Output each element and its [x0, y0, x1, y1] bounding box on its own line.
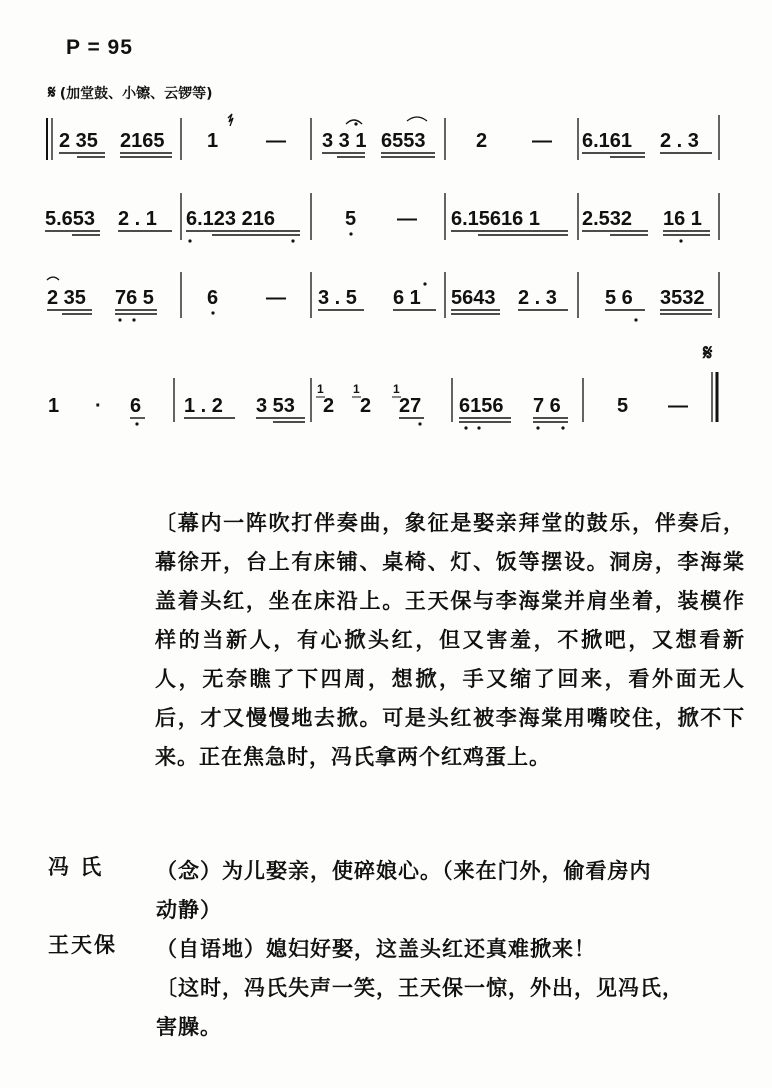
note: 2 [476, 130, 488, 152]
note-group: 3 . 5 [318, 287, 357, 309]
note-group: 6553 [381, 130, 426, 152]
dialogue-line: 〔这时，冯氏失声一笑，王天保一惊，外出，见冯氏， [156, 975, 684, 1000]
note-group: 16 1 [663, 208, 702, 230]
note-group: 5 6 [605, 287, 633, 309]
note-group: 2 35 [47, 287, 86, 309]
score-row-1 [47, 114, 719, 160]
note-group: 3 3 1 [322, 130, 367, 152]
note-group: 6.123 216 [186, 208, 275, 230]
dash: — [266, 287, 286, 309]
speaker-name: 冯 氏 [48, 854, 104, 879]
dialogue-feng [48, 851, 748, 929]
note-group: 2165 [120, 130, 165, 152]
tempo-marking: P = 95 [66, 36, 133, 59]
note-group: 2 . 1 [118, 208, 157, 230]
score-row-4 [48, 340, 717, 430]
note: 1 [207, 130, 219, 152]
note-group: 6.161 [582, 130, 633, 152]
dialogue-line: 害臊。 [156, 1014, 222, 1039]
dash: — [397, 208, 417, 230]
stage-direction-text: 〔幕内一阵吹打伴奏曲，象征是娶亲拜堂的鼓乐，伴奏后，幕徐开，台上有床铺、桌椅、灯、饭等摆设。洞房，李海棠盖着头红，坐在床沿上。王天保与李海棠并肩坐着，装模作样的当新人，有心掀头红，但又害羞，不掀吧，又想看新人，无奈瞧了下四周，想掀，手又缩了回来，看外面无人后，才又慢慢地去掀。可是头红被李海棠用嘴咬住，掀不下来。正在焦急时，冯氏拿两个红鸡蛋上。 [155, 510, 745, 769]
note-group: 6156 [459, 395, 504, 417]
note-group: 2.532 [582, 208, 633, 230]
note: 2 [323, 395, 335, 417]
note-group: 27 [399, 395, 422, 417]
note: 6 [207, 287, 219, 309]
dialogue-line: （自语地）媳妇好娶，这盖头红还真难掀来！ [156, 936, 596, 961]
score-row-2 [45, 193, 719, 243]
note-group: 1 . 2 [184, 395, 223, 417]
note-group: 5.653 [45, 208, 96, 230]
note: 5 [617, 395, 629, 417]
dash: — [532, 130, 552, 152]
grace-note: 1 [353, 382, 360, 396]
grace-note: 1 [393, 382, 400, 396]
jianpu-score [0, 0, 772, 440]
note-group: 3 53 [256, 395, 295, 417]
dot: · [95, 395, 102, 417]
dialogue-line: 动静） [156, 897, 222, 922]
dialogue-line: （念）为儿娶亲，使碎娘心。（来在门外，偷看房内 [156, 858, 652, 883]
note-group: 5643 [451, 287, 496, 309]
score-row-3 [47, 272, 719, 322]
note-group: 2 35 [59, 130, 98, 152]
stage-direction [155, 503, 745, 776]
note-group: 2 . 3 [518, 287, 557, 309]
note-group: 6 1 [393, 287, 421, 309]
dash: — [266, 130, 286, 152]
dialogue-wang [48, 929, 748, 1046]
note-group: 3532 [660, 287, 705, 309]
note-group: 2 . 3 [660, 130, 699, 152]
segno-end-icon: 𝄋 [703, 340, 713, 365]
note: 5 [345, 208, 357, 230]
grace-note: 1 [317, 382, 324, 396]
note-group: 6.15616 1 [451, 208, 540, 230]
dash: — [668, 395, 688, 417]
note: 1 [48, 395, 60, 417]
note-group: 76 5 [115, 287, 154, 309]
speaker-name: 王天保 [48, 932, 117, 957]
note: 6 [130, 395, 142, 417]
instrument-note-text: (加堂鼓、小镲、云锣等) [59, 86, 213, 102]
note: 2 [360, 395, 372, 417]
segno-icon: 𝄋 [48, 82, 56, 103]
note-group: 7 6 [533, 395, 561, 417]
